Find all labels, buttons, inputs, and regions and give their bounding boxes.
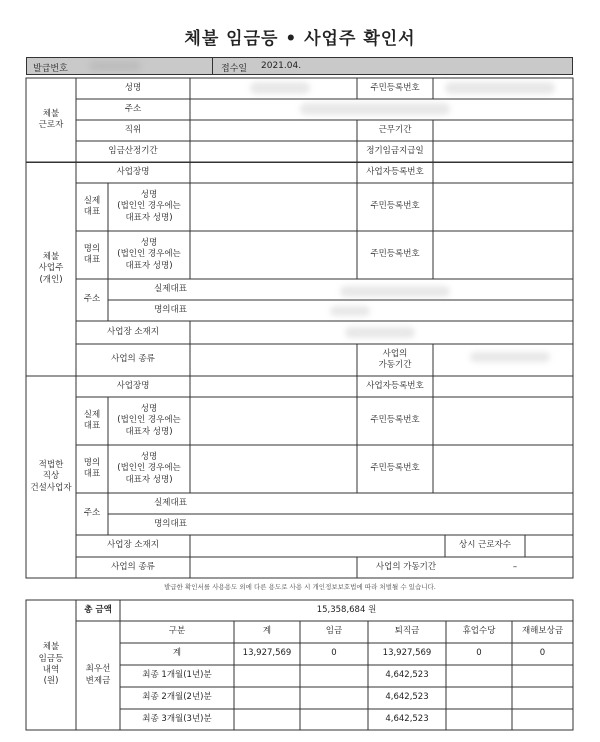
table-row-2-severance: 4,642,523 (385, 692, 429, 703)
employer-section-label: 체불 사업주 (개인) (38, 251, 64, 285)
priority-payment-label: 최우선 변제금 (85, 664, 111, 686)
col-header-shutdown-pay: 휴업수당 (462, 626, 496, 637)
employer-biz-type-label: 사업의 종류 (111, 354, 155, 365)
worker-name-label: 성명 (124, 82, 142, 93)
contractor-actual-rep-label: 실제 대표 (83, 409, 101, 431)
worker-position-label: 직위 (124, 124, 142, 135)
employer-address-label: 주소 (83, 294, 101, 305)
redacted-operation-period (470, 352, 550, 362)
employer-biz-reg-no-label: 사업자등록번호 (366, 166, 424, 177)
col-header-wage: 임금 (325, 626, 343, 637)
worker-work-period-label: 근무기간 (378, 124, 412, 135)
table-row-3-severance: 4,642,523 (385, 713, 429, 724)
col-header-sum: 계 (262, 626, 272, 637)
employer-nominal-rep-label: 명의 대표 (83, 243, 101, 265)
contractor-address-label: 주소 (83, 508, 101, 519)
redacted-worker-address (300, 103, 450, 115)
contractor-biz-name-label: 사업장명 (116, 380, 150, 391)
col-header-accident-comp: 재해보상금 (521, 626, 564, 637)
contractor-section-label: 적법한 직상 건설사업자 (30, 459, 72, 493)
table-row-total-accident: 0 (539, 648, 546, 659)
employer-biz-name-label: 사업장명 (116, 166, 150, 177)
redacted-biz-location (345, 327, 415, 338)
issue-no-label: 발급번호 (33, 64, 68, 74)
worker-address-label: 주소 (124, 103, 142, 114)
total-amount-label: 총 금액 (84, 604, 112, 615)
employer-address-actual-label: 실제대표 (154, 283, 187, 294)
contractor-nominal-rep-label: 명의 대표 (83, 457, 101, 479)
redacted-employer-address (340, 286, 450, 297)
contractor-address-nominal-label: 명의대표 (154, 518, 187, 529)
wages-section-label: 체불 임금등 내역 (원) (38, 642, 64, 687)
employer-actual-rep-label: 실제 대표 (83, 195, 101, 217)
contractor-regular-workers-label: 상시 근로자수 (459, 540, 511, 551)
contractor-nominal-rep-name-label: 성명 (법인인 경우에는 대표자 성명) (117, 451, 181, 485)
table-row-3-label: 최종 3개월(3년)분 (142, 713, 212, 724)
table-row-total-sum: 13,927,569 (242, 648, 292, 659)
employer-actual-rep-id-label: 주민등록번호 (370, 201, 420, 212)
col-header-severance: 퇴직금 (394, 626, 420, 637)
worker-pay-date-label: 정기임금지급일 (366, 145, 424, 156)
document-title: 체불 임금등 • 사업주 확인서 (184, 29, 416, 49)
worker-wage-period-label: 임금산정기간 (108, 145, 158, 156)
contractor-biz-location-label: 사업장 소재지 (107, 540, 159, 551)
contractor-actual-rep-name-label: 성명 (법인인 경우에는 대표자 성명) (117, 403, 181, 437)
employer-nominal-rep-id-label: 주민등록번호 (370, 249, 420, 260)
employer-nominal-rep-name-label: 성명 (법인인 경우에는 대표자 성명) (117, 237, 181, 271)
worker-resident-no-label: 주민등록번호 (370, 82, 420, 93)
employer-biz-location-label: 사업장 소재지 (107, 326, 159, 337)
employer-actual-rep-name-label: 성명 (법인인 경우에는 대표자 성명) (117, 189, 181, 223)
employer-operation-period-label: 사업의 가동기간 (378, 348, 412, 370)
receipt-date: 2021.04. (261, 61, 302, 71)
table-row-2-label: 최종 2개월(2년)분 (142, 692, 212, 703)
contractor-operation-period-value: – (512, 561, 518, 572)
contractor-nominal-rep-id-label: 주민등록번호 (370, 463, 420, 474)
table-row-1-severance: 4,642,523 (385, 670, 429, 681)
table-row-total-shutdown: 0 (476, 648, 482, 659)
usage-notice: 발급한 확인서를 사용용도 외에 다른 용도로 사용 시 개인정보보호법에 따라 처벌될 수 있습니다. (164, 583, 436, 591)
contractor-operation-period-label: 사업의 가동기간 (375, 561, 437, 572)
table-row-total-wage: 0 (331, 648, 337, 659)
redacted-worker-name (250, 82, 310, 94)
total-amount-value: 15,358,684 원 (316, 604, 377, 615)
contractor-address-actual-label: 실제대표 (154, 497, 187, 508)
table-row-total-label: 계 (172, 648, 182, 659)
table-row-1-label: 최종 1개월(1년)분 (142, 670, 212, 681)
contractor-biz-type-label: 사업의 종류 (111, 561, 155, 572)
contractor-biz-reg-no-label: 사업자등록번호 (366, 380, 424, 391)
redacted-employer-address-2 (330, 306, 370, 316)
table-row-total-severance: 13,927,569 (382, 648, 432, 659)
employer-address-nominal-label: 명의대표 (154, 304, 187, 315)
redacted-worker-id (445, 82, 555, 94)
contractor-actual-rep-id-label: 주민등록번호 (370, 415, 420, 426)
receipt-label: 접수일 (221, 64, 248, 74)
col-header-category: 구분 (168, 626, 186, 637)
worker-section-label: 체불 근로자 (38, 108, 64, 130)
